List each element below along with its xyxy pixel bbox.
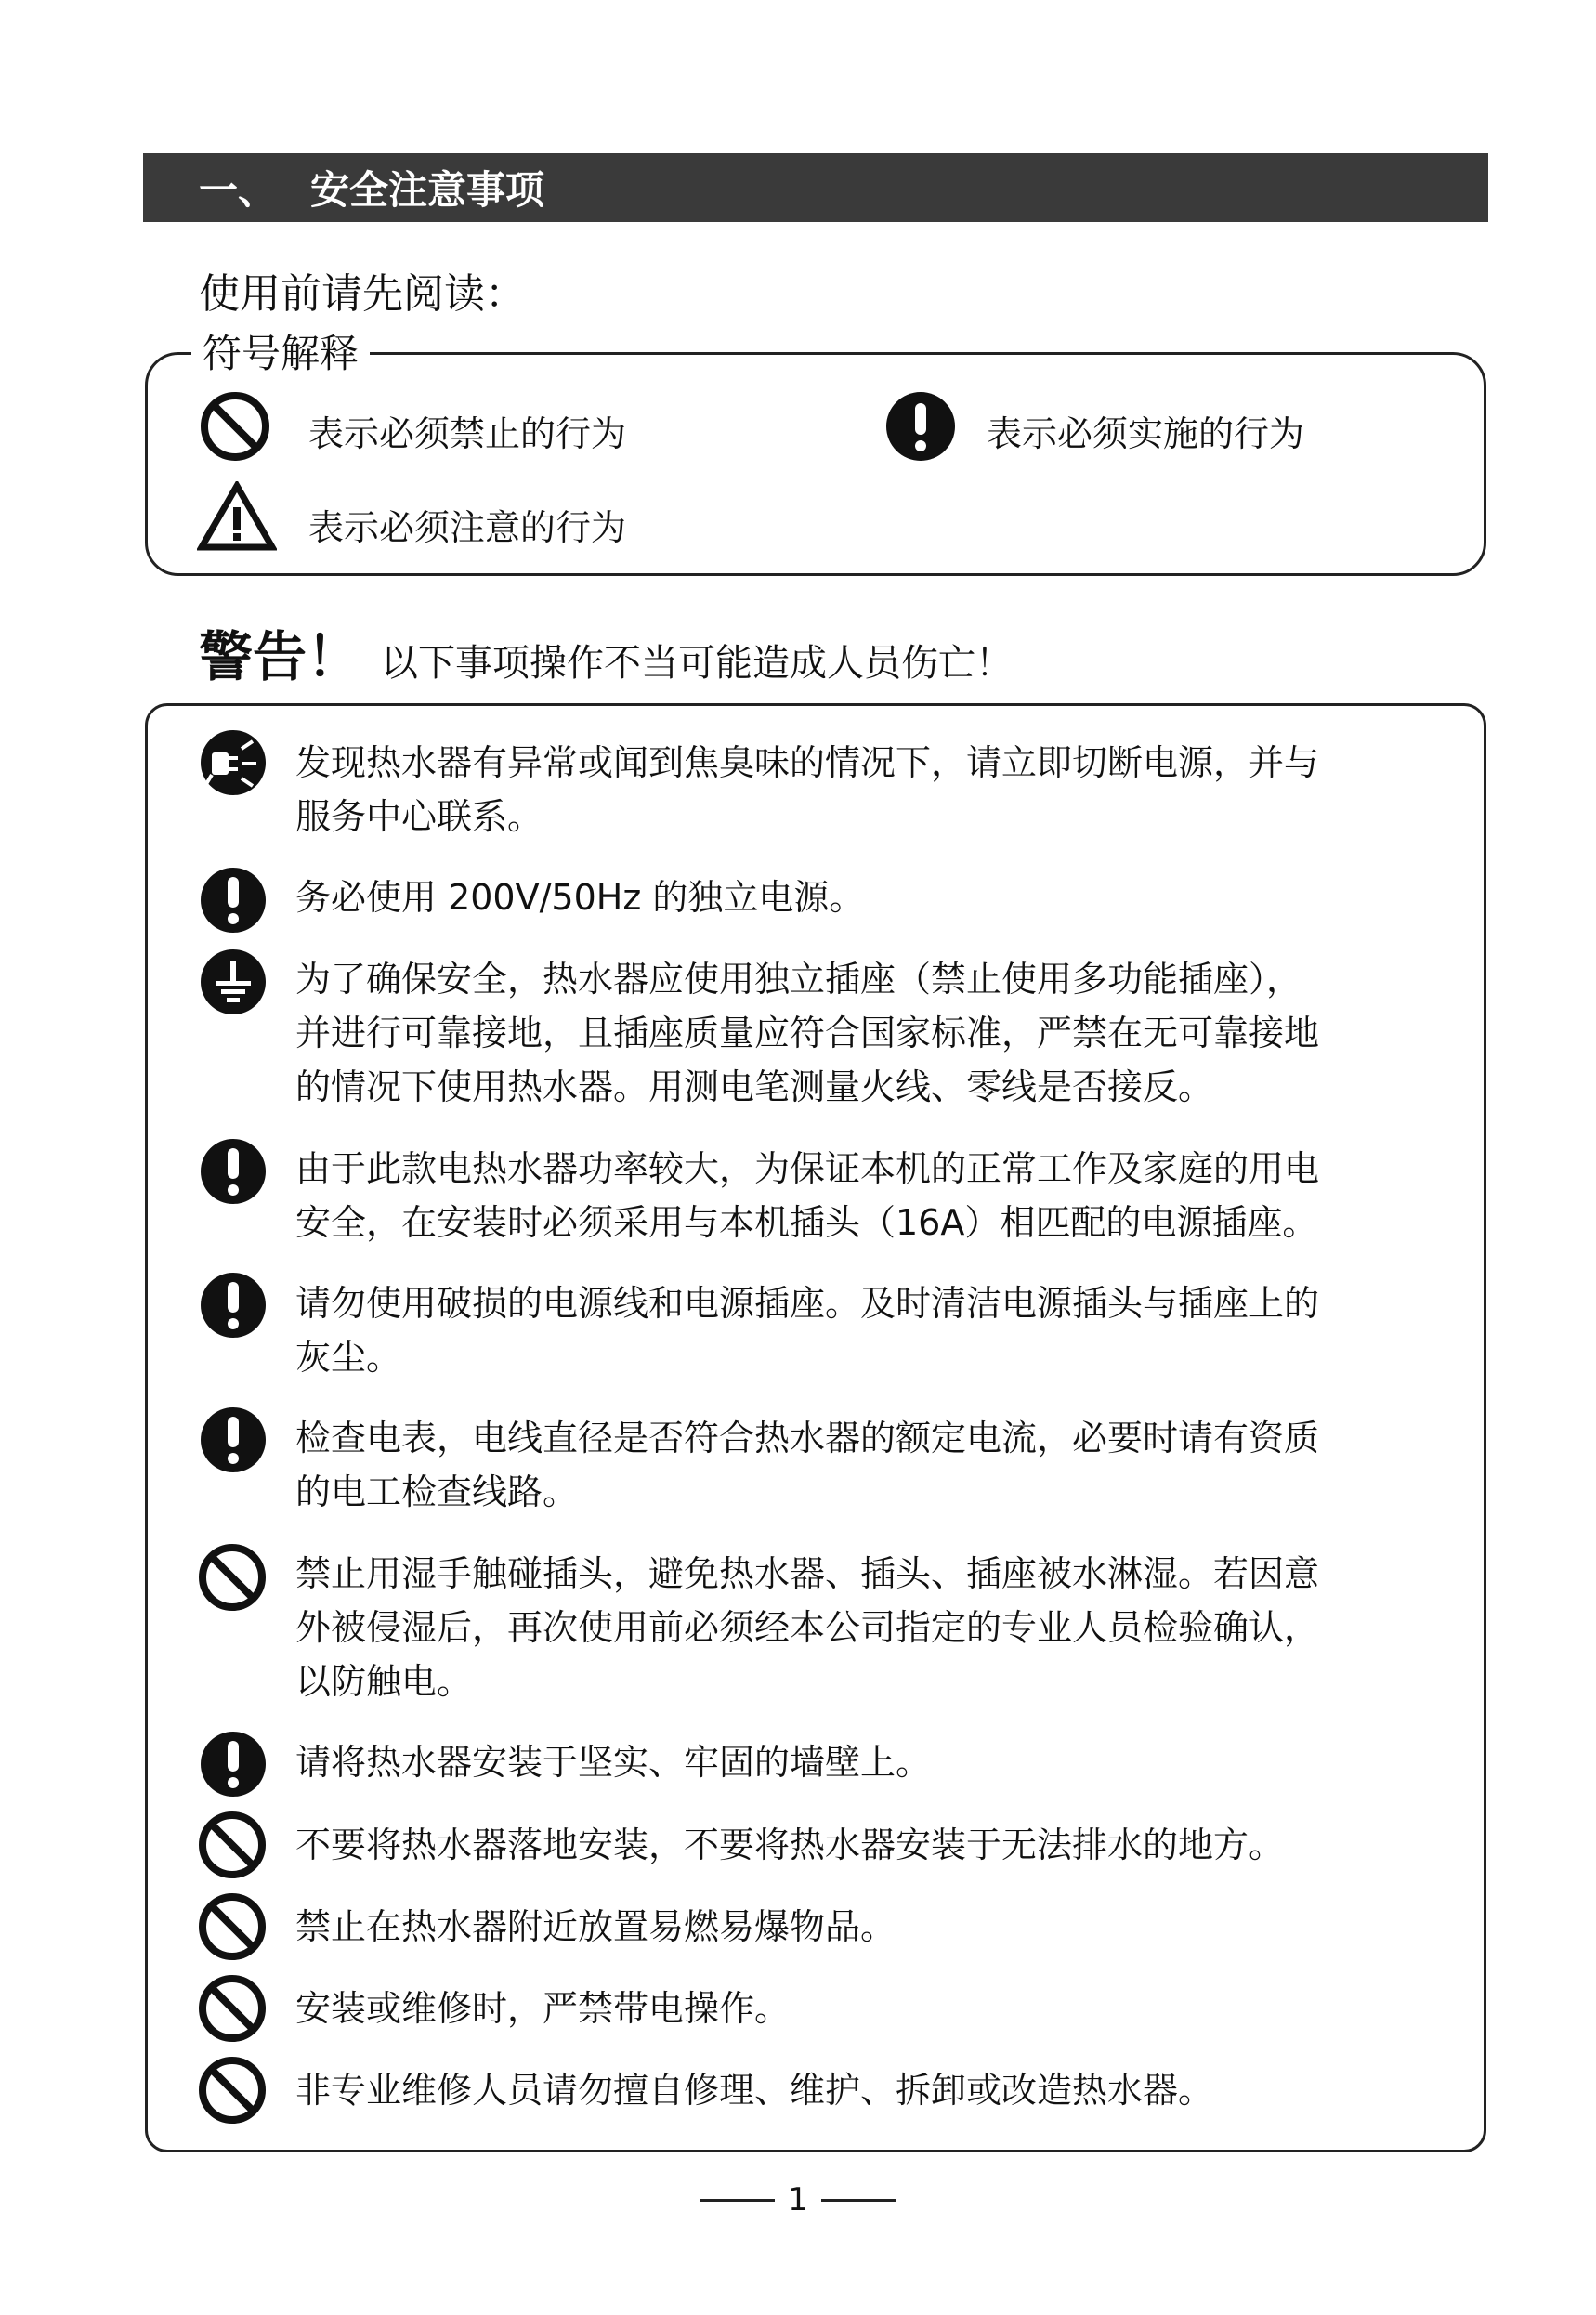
unplug-icon: [199, 728, 268, 797]
item-line: 的电工检查线路。: [295, 1471, 579, 1512]
legend-mandatory-text: 表示必须实施的行为: [987, 413, 1305, 454]
item-line: 安装或维修时，严禁带电操作。: [295, 1988, 791, 2029]
mandatory-icon: [199, 1730, 268, 1798]
warning-item: [295, 1900, 1447, 1954]
warning-subtitle: 以下事项操作不当可能造成人员伤亡！: [381, 642, 1014, 685]
page-footer: [0, 2181, 1596, 2218]
prohibit-icon: [197, 2055, 268, 2125]
warning-item: [295, 736, 1447, 844]
warning-heading: [199, 613, 1013, 691]
item-line: 为了确保安全，热水器应使用独立插座（禁止使用多功能插座），: [295, 959, 1302, 1000]
mandatory-icon: [199, 1406, 268, 1474]
caution-icon: [197, 481, 277, 552]
section-title: 安全注意事项: [310, 167, 545, 213]
warning-item: [295, 1276, 1447, 1384]
item-line: 不要将热水器落地安装，不要将热水器安装于无法排水的地方。: [295, 1825, 1285, 1865]
warning-item: [295, 2063, 1447, 2117]
item-line: 灰尘。: [295, 1337, 402, 1378]
warning-item: [295, 1411, 1447, 1519]
section-header: [143, 153, 1488, 222]
item-line: 检查电表，电线直径是否符合热水器的额定电流，必要时请有资质: [295, 1418, 1320, 1458]
warning-item: [295, 870, 1447, 924]
item-line: 请将热水器安装于坚实、牢固的墙壁上。: [295, 1742, 932, 1783]
pre-read-note: 使用前请先阅读：: [199, 270, 526, 318]
warning-item: [295, 1142, 1447, 1249]
warning-item: [295, 1981, 1447, 2035]
prohibit-icon: [199, 390, 271, 463]
legend-prohibit-text: 表示必须禁止的行为: [308, 413, 627, 454]
item-line: 非专业维修人员请勿擅自修理、维护、拆卸或改造热水器。: [295, 2070, 1214, 2111]
warning-title: 警告！: [199, 625, 361, 688]
item-line: 务必使用 200V/50Hz 的独立电源。: [295, 877, 865, 918]
mandatory-icon: [199, 1271, 268, 1340]
warning-item: [295, 1818, 1447, 1872]
item-line: 请勿使用破损的电源线和电源插座。及时清洁电源插头与插座上的: [295, 1283, 1320, 1324]
prohibit-icon: [197, 1891, 268, 1962]
warning-item: [295, 1547, 1447, 1708]
item-line: 并进行可靠接地，且插座质量应符合国家标准，严禁在无可靠接地: [295, 1013, 1320, 1053]
item-line: 以防触电。: [295, 1661, 473, 1702]
prohibit-icon: [197, 1973, 268, 2044]
warning-item: [295, 1735, 1447, 1789]
item-line: 的情况下使用热水器。用测电笔测量火线、零线是否接反。: [295, 1066, 1214, 1107]
mandatory-icon: [199, 866, 268, 935]
section-number: 一、: [199, 167, 278, 213]
item-line: 禁止在热水器附近放置易燃易爆物品。: [295, 1906, 896, 1947]
item-line: 发现热水器有异常或闻到焦臭味的情况下，请立即切断电源，并与: [295, 742, 1320, 783]
mandatory-icon: [199, 1137, 268, 1206]
page-number: 1: [788, 2181, 808, 2218]
legend-title: 符号解释: [191, 323, 370, 379]
item-line: 禁止用湿手触碰插头，避免热水器、插头、插座被水淋湿。若因意: [295, 1553, 1320, 1594]
item-line: 服务中心联系。: [295, 796, 543, 837]
prohibit-icon: [197, 1810, 268, 1880]
item-line: 外被侵湿后，再次使用前必须经本公司指定的专业人员检验确认，: [295, 1607, 1320, 1648]
ground-icon: [199, 948, 268, 1016]
prohibit-icon: [197, 1542, 268, 1613]
mandatory-icon: [884, 390, 957, 463]
footer-dash: [821, 2199, 896, 2202]
footer-dash: [700, 2199, 775, 2202]
warning-item: [295, 952, 1447, 1114]
legend-caution-text: 表示必须注意的行为: [308, 507, 627, 548]
item-line: 由于此款电热水器功率较大，为保证本机的正常工作及家庭的用电: [295, 1148, 1320, 1189]
item-line: 安全，在安装时必须采用与本机插头（16A）相匹配的电源插座。: [295, 1202, 1318, 1243]
